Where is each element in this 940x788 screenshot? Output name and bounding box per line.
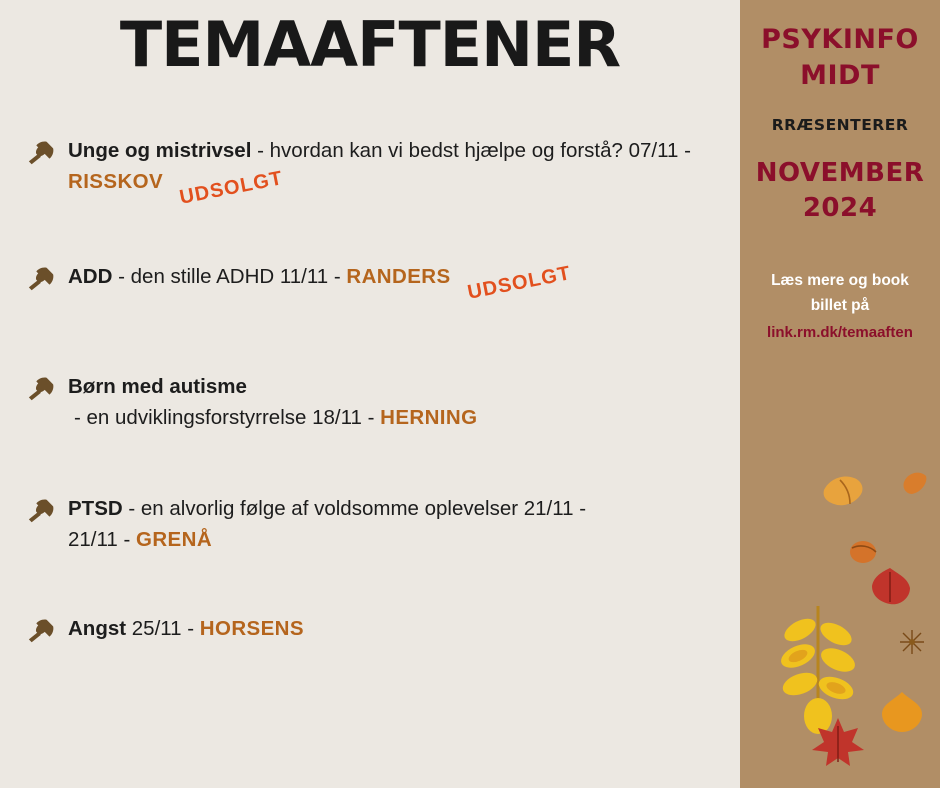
event-location: RISSKOV xyxy=(68,170,164,193)
sidebar xyxy=(740,0,940,788)
leaf-icon xyxy=(900,468,930,498)
pushpin-icon xyxy=(26,497,56,525)
event-desc: - en udviklingsforstyrrelse 18/11 - xyxy=(74,406,381,429)
presents-label: RRÆSENTERER xyxy=(771,116,909,134)
pushpin-icon xyxy=(26,265,56,293)
status-badge: UDSOLGT xyxy=(177,167,285,209)
leaf-icon xyxy=(868,566,912,608)
event-title: Angst xyxy=(68,617,127,640)
event-title: PTSD xyxy=(68,497,123,520)
event-location: HORSENS xyxy=(199,617,304,640)
event-desc: - hvordan kan vi bedst hjælpe og forstå? 07/11 - xyxy=(251,139,691,162)
pushpin-icon xyxy=(26,617,56,645)
event-text xyxy=(68,135,730,209)
brand-line-2: MIDT xyxy=(800,60,880,91)
event-desc: 25/11 - xyxy=(126,617,200,640)
event-date: 21/11 - xyxy=(68,528,136,551)
pushpin-icon xyxy=(26,375,56,403)
page-title: TEMAAFTENER xyxy=(119,8,621,81)
pushpin-icon xyxy=(26,139,56,167)
list-item[interactable] xyxy=(0,261,740,304)
event-location: RANDERS xyxy=(346,265,451,288)
event-text xyxy=(68,261,730,304)
event-desc: - den stille ADHD 11/11 - xyxy=(112,265,347,288)
event-text xyxy=(68,493,730,555)
event-text xyxy=(68,613,730,644)
event-text xyxy=(68,371,730,433)
brand-name xyxy=(740,22,940,94)
event-title: ADD xyxy=(68,265,113,288)
list-item[interactable] xyxy=(0,613,740,653)
booking-info xyxy=(740,268,940,345)
event-list xyxy=(0,135,740,653)
booking-link[interactable]: link.rm.dk/temaaften xyxy=(767,324,913,341)
event-title: Unge og mistrivsel xyxy=(68,139,252,162)
status-badge: UDSOLGT xyxy=(465,262,573,304)
leaf-icon xyxy=(878,690,926,736)
month-label: NOVEMBER xyxy=(755,158,925,188)
event-location: HERNING xyxy=(380,406,478,429)
leaf-icon xyxy=(898,628,926,656)
list-item[interactable] xyxy=(0,371,740,441)
booking-line-1: Læs mere og book xyxy=(771,272,909,289)
date-block xyxy=(740,156,940,226)
leaf-icon xyxy=(810,716,866,772)
booking-line-2: billet på xyxy=(810,297,870,314)
list-item[interactable] xyxy=(0,493,740,563)
list-item[interactable] xyxy=(0,135,740,209)
event-title: Børn med autisme xyxy=(68,375,247,398)
leaf-icon xyxy=(774,604,860,736)
leaf-icon xyxy=(846,536,880,570)
year-label: 2024 xyxy=(802,193,878,223)
event-desc: - en alvorlig følge af voldsomme oplevelser 21/11 - xyxy=(122,497,587,520)
brand-line-1: PSYKINFO xyxy=(761,24,919,55)
event-location: GRENÅ xyxy=(136,528,213,551)
leaf-icon xyxy=(820,472,866,512)
